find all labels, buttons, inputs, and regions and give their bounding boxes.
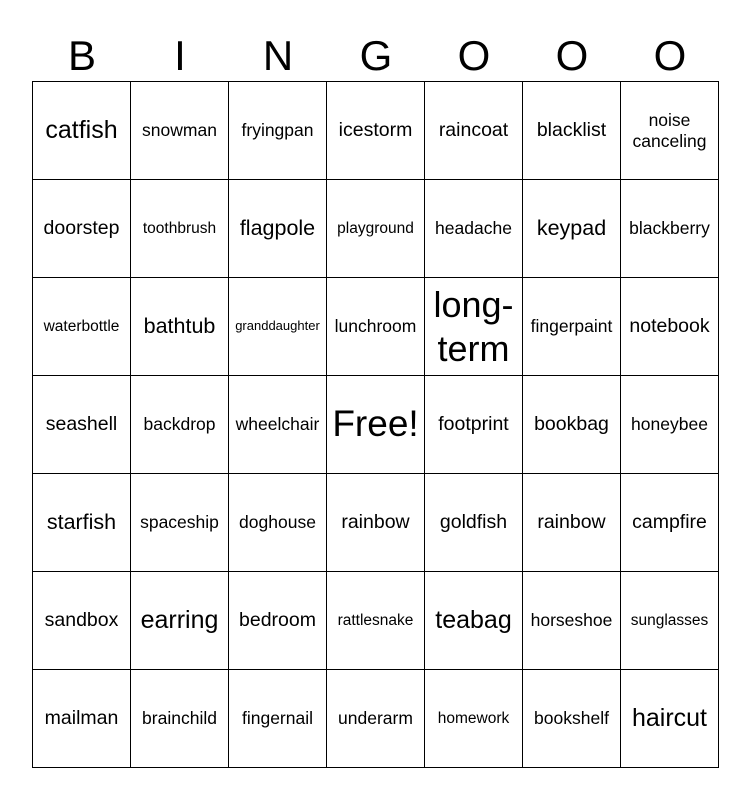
bingo-cell[interactable]: noise canceling	[621, 82, 719, 180]
bingo-cell[interactable]: doghouse	[229, 474, 327, 572]
bingo-cell[interactable]: waterbottle	[33, 278, 131, 376]
bingo-cell[interactable]: teabag	[425, 572, 523, 670]
bingo-cell[interactable]: wheelchair	[229, 376, 327, 474]
bingo-cell[interactable]: bookbag	[523, 376, 621, 474]
header-letter: N	[262, 32, 294, 79]
bingo-cell[interactable]: raincoat	[425, 82, 523, 180]
header-letter: B	[67, 32, 96, 79]
bingo-cell[interactable]: rattlesnake	[327, 572, 425, 670]
bingo-cell[interactable]: catfish	[33, 82, 131, 180]
bingo-cell[interactable]: rainbow	[327, 474, 425, 572]
bingo-cell[interactable]: sunglasses	[621, 572, 719, 670]
bingo-cell[interactable]: snowman	[131, 82, 229, 180]
bingo-cell[interactable]: lunchroom	[327, 278, 425, 376]
bingo-cell[interactable]: toothbrush	[131, 180, 229, 278]
bingo-cell[interactable]: flagpole	[229, 180, 327, 278]
bingo-cell[interactable]: honeybee	[621, 376, 719, 474]
bingo-cell[interactable]: seashell	[33, 376, 131, 474]
bingo-cell[interactable]: bookshelf	[523, 670, 621, 768]
bingo-cell[interactable]: rainbow	[523, 474, 621, 572]
bingo-cell[interactable]: headache	[425, 180, 523, 278]
bingo-cell[interactable]: haircut	[621, 670, 719, 768]
header-letter: I	[174, 32, 186, 79]
bingo-cell[interactable]: fryingpan	[229, 82, 327, 180]
bingo-cell[interactable]: keypad	[523, 180, 621, 278]
bingo-cell[interactable]: blacklist	[523, 82, 621, 180]
bingo-cell[interactable]: underarm	[327, 670, 425, 768]
bingo-cell[interactable]: starfish	[33, 474, 131, 572]
bingo-header	[33, 30, 719, 82]
bingo-cell[interactable]: mailman	[33, 670, 131, 768]
header-letter: G	[359, 32, 393, 79]
free-space-cell[interactable]: Free!	[327, 376, 425, 474]
bingo-cell[interactable]: granddaughter	[229, 278, 327, 376]
bingo-cell[interactable]: footprint	[425, 376, 523, 474]
bingo-cell[interactable]: campfire	[621, 474, 719, 572]
bingo-cell[interactable]: blackberry	[621, 180, 719, 278]
header-letter: O	[653, 32, 687, 79]
bingo-cell[interactable]: spaceship	[131, 474, 229, 572]
bingo-cell[interactable]: playground	[327, 180, 425, 278]
bingo-cell[interactable]: long-term	[425, 278, 523, 376]
bingo-cell[interactable]: notebook	[621, 278, 719, 376]
bingo-cell[interactable]: sandbox	[33, 572, 131, 670]
bingo-grid	[32, 81, 719, 768]
bingo-cell[interactable]: bedroom	[229, 572, 327, 670]
bingo-cell[interactable]: fingernail	[229, 670, 327, 768]
header-letter: O	[457, 32, 491, 79]
bingo-cell[interactable]: brainchild	[131, 670, 229, 768]
bingo-cell[interactable]: doorstep	[33, 180, 131, 278]
bingo-cell[interactable]: homework	[425, 670, 523, 768]
bingo-cell[interactable]: icestorm	[327, 82, 425, 180]
bingo-cell[interactable]: goldfish	[425, 474, 523, 572]
header-letter: O	[555, 32, 589, 79]
bingo-cell[interactable]: bathtub	[131, 278, 229, 376]
bingo-cell[interactable]: horseshoe	[523, 572, 621, 670]
bingo-cell[interactable]: earring	[131, 572, 229, 670]
bingo-cell[interactable]: backdrop	[131, 376, 229, 474]
bingo-cell[interactable]: fingerpaint	[523, 278, 621, 376]
